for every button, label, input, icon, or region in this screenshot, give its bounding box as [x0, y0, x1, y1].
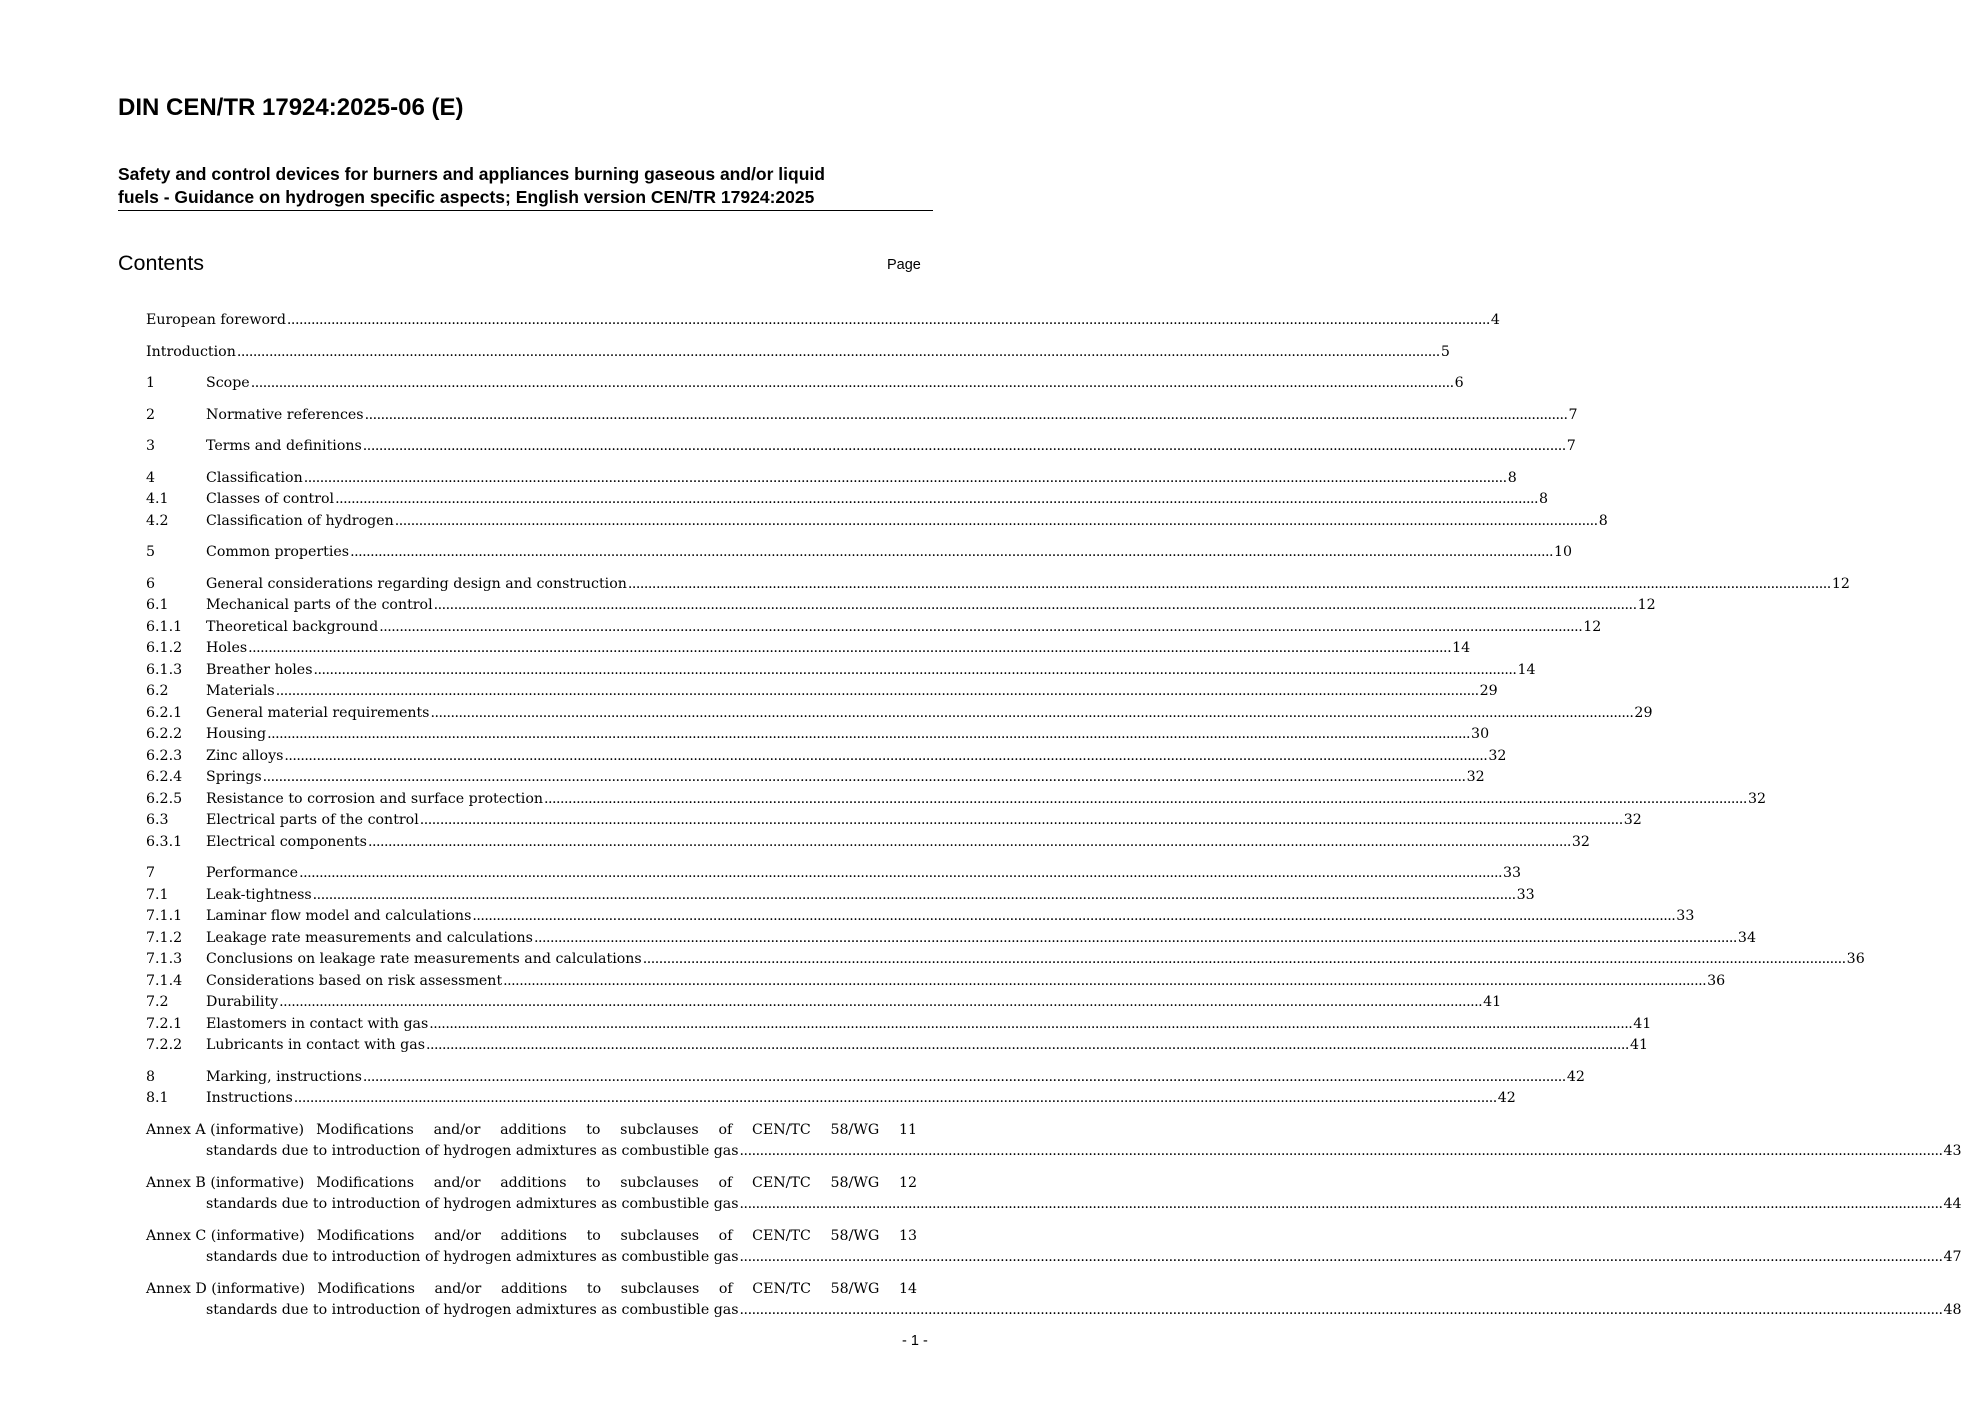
page-number: - 1 -: [902, 1333, 928, 1349]
toc-entry-title: Classification: [206, 469, 303, 486]
toc-leader-dots: ............................................................................................................................................................................................................................................................................................................: [293, 1090, 1497, 1106]
toc-entry[interactable]: [146, 885, 1535, 907]
annex-entries: [146, 1120, 1962, 1322]
toc-entry-number: 7.1.1: [146, 908, 183, 924]
annex-label: Annex C (informative): [146, 1227, 305, 1244]
annex-title-line-1: Modifications and/or additions to subclauses of CEN/TC 58/WG 13: [316, 1227, 917, 1244]
toc-entry-number: 7: [146, 865, 156, 881]
toc-entry[interactable]: [146, 595, 1656, 617]
toc-entry-number: 6.2.4: [146, 769, 183, 785]
toc-entry-number: 6.2.5: [146, 790, 183, 807]
toc-entry-title: Electrical parts of the control: [206, 812, 419, 828]
toc-entry-title: Marking, instructions: [206, 1068, 362, 1085]
toc-entry[interactable]: [146, 789, 1767, 811]
annex-title-line-1: Modifications and/or additions to subclauses of CEN/TC 58/WG 12: [316, 1174, 917, 1191]
annex-label: Annex B (informative): [146, 1174, 305, 1191]
annex-entry[interactable]: [146, 1279, 1962, 1322]
toc-leader-dots: ............................................................................................................................................................................................................................................................................................................: [350, 544, 1554, 560]
toc-entry-number: 6.3: [146, 812, 169, 828]
toc-entry-title: Mechanical parts of the control: [206, 597, 433, 613]
toc-entry-title: Zinc alloys: [206, 747, 284, 764]
document-title: DIN CEN/TR 17924:2025-06 (E): [118, 94, 464, 121]
toc-leader-dots: ............................................................................................................................................................................................................................................................................................................: [433, 597, 1637, 613]
toc-entry[interactable]: [146, 767, 1485, 789]
toc-entry[interactable]: [146, 638, 1471, 660]
toc-entry[interactable]: [146, 863, 1522, 885]
toc-entry-title: Classes of control: [206, 491, 335, 507]
toc-entry[interactable]: [146, 724, 1490, 746]
toc-entry-number: 4.2: [146, 512, 169, 529]
toc-leader-dots: ............................................................................................................................................................................................................................................................................................................: [362, 438, 1566, 454]
annex-title-line-1: Modifications and/or additions to subclauses of CEN/TC 58/WG 11: [316, 1121, 917, 1138]
toc-leader-dots: ............................................................................................................................................................................................................................................................................................................: [275, 683, 1479, 699]
toc-entry[interactable]: [146, 310, 1500, 332]
toc-entry-title: Leakage rate measurements and calculations: [206, 929, 533, 946]
toc-entry[interactable]: [146, 574, 1850, 596]
toc-leader-dots: ............................................................................................................................................................................................................................................................................................................: [250, 375, 1454, 391]
annex-entry[interactable]: [146, 1120, 1962, 1163]
toc-entry-page: 32: [1488, 747, 1507, 764]
toc-entry[interactable]: [146, 971, 1726, 993]
toc-entry-title: General considerations regarding design and construction: [206, 575, 627, 592]
toc-leader-dots: ............................................................................................................................................................................................................................................................................................................: [279, 994, 1483, 1010]
toc-entry-number: 7.2.1: [146, 1015, 183, 1032]
toc-entry-title: Normative references: [206, 406, 364, 423]
toc-leader-dots: ............................................................................................................................................................................................................................................................................................................: [472, 908, 1676, 924]
toc-entry-page: 7: [1566, 438, 1576, 454]
toc-entry[interactable]: [146, 992, 1502, 1014]
toc-entry-page: 36: [1707, 972, 1726, 989]
toc-leader-dots: ............................................................................................................................................................................................................................................................................................................: [262, 769, 1466, 785]
toc-entry-title: Breather holes: [206, 661, 313, 678]
toc-entry[interactable]: [146, 1067, 1585, 1089]
toc-entry-number: 4.1: [146, 491, 169, 507]
toc-entry-page: 8: [1598, 512, 1608, 529]
toc-entry[interactable]: [146, 511, 1608, 533]
toc-entry-page: 7: [1568, 406, 1578, 423]
toc-leader-dots: ............................................................................................................................................................................................................................................................................................................: [303, 469, 1507, 486]
annex-title-line-2: standards due to introduction of hydrogen admixtures as combustible gas: [206, 1143, 739, 1159]
toc-entry[interactable]: [146, 746, 1507, 768]
toc-entry[interactable]: [146, 703, 1653, 725]
toc-entry-page: 12: [1637, 597, 1656, 613]
toc-entry-number: 1: [146, 375, 156, 391]
toc-entry-number: 4: [146, 469, 156, 486]
toc-entry-number: 6.2: [146, 683, 169, 699]
toc-entry-number: 5: [146, 544, 156, 560]
toc-leader-dots: ............................................................................................................................................................................................................................................................................................................: [312, 886, 1516, 903]
toc-leader-dots: ............................................................................................................................................................................................................................................................................................................: [362, 1068, 1566, 1085]
toc-entry-number: 6.1.2: [146, 640, 183, 656]
toc-entry-page: 6: [1454, 375, 1464, 391]
toc-entry[interactable]: [146, 342, 1450, 364]
toc-leader-dots: ............................................................................................................................................................................................................................................................................................................: [248, 640, 1452, 656]
subtitle-line-1: Safety and control devices for burners and appliances burning gaseous and/or liquid: [118, 164, 825, 184]
toc-entry-page: 32: [1623, 812, 1642, 828]
toc-leader-dots: ............................................................................................................................................................................................................................................................................................................: [430, 704, 1634, 721]
toc-leader-dots: ............................................................................................................................................................................................................................................................................................................: [299, 865, 1503, 881]
toc-entry[interactable]: [146, 949, 1865, 971]
toc-leader-dots: ............................................................................................................................................................................................................................................................................................................: [533, 929, 1737, 946]
toc-entry-title: Instructions: [206, 1090, 293, 1106]
toc-leader-dots: ............................................................................................................................................................................................................................................................................................................: [286, 312, 1490, 328]
toc-entry-page: 8: [1507, 469, 1517, 486]
toc-entry-page: 33: [1516, 886, 1535, 903]
toc-entry-number: 7.1.4: [146, 972, 183, 989]
toc-entry[interactable]: [146, 1088, 1516, 1110]
toc-entry[interactable]: [146, 405, 1578, 427]
toc-entry-page: 34: [1737, 929, 1756, 946]
toc-entry-number: 7.1: [146, 886, 169, 903]
toc-entry[interactable]: [146, 928, 1756, 950]
toc-leader-dots: ............................................................................................................................................................................................................................................................................................................: [419, 812, 1623, 828]
toc-entry-page: 29: [1479, 683, 1498, 699]
toc-entry[interactable]: [146, 681, 1498, 703]
toc-entry[interactable]: [146, 660, 1536, 682]
toc-entry-page: 42: [1566, 1068, 1585, 1085]
toc-entry-number: 6.2.2: [146, 726, 183, 742]
toc-entry-page: 32: [1747, 790, 1767, 807]
table-of-contents: [146, 310, 1962, 1322]
toc-entry-number: 6.2.1: [146, 704, 183, 721]
toc-leader-dots: ............................................................................................................................................................................................................................................................................................................: [394, 512, 1598, 529]
annex-entry[interactable]: [146, 1226, 1962, 1269]
annex-page: 43: [1943, 1143, 1962, 1159]
toc-entry[interactable]: [146, 1014, 1652, 1036]
toc-entry-page: 33: [1503, 865, 1522, 881]
annex-label: Annex A (informative): [146, 1121, 305, 1138]
annex-page: 44: [1943, 1196, 1962, 1212]
annex-title-line-2: standards due to introduction of hydrogen admixtures as combustible gas: [206, 1302, 739, 1318]
toc-entry-page: 29: [1634, 704, 1653, 721]
toc-entry-title: Elastomers in contact with gas: [206, 1015, 429, 1032]
annex-page: 48: [1943, 1302, 1962, 1318]
toc-entry-title: Housing: [206, 726, 267, 742]
toc-entry-number: 7.1.2: [146, 929, 183, 946]
toc-entry-number: 8: [146, 1068, 156, 1085]
toc-entry-page: 41: [1629, 1037, 1648, 1053]
toc-entry[interactable]: [146, 489, 1549, 511]
annex-title-line-2: standards due to introduction of hydrogen admixtures as combustible gas: [206, 1196, 739, 1212]
toc-entry-title: Springs: [206, 769, 262, 785]
toc-leader-dots: ............................................................................................................................................................................................................................................................................................................: [429, 1015, 1633, 1032]
annex-entry[interactable]: [146, 1173, 1962, 1216]
toc-entry-title: Performance: [206, 865, 299, 881]
toc-entry[interactable]: [146, 436, 1576, 458]
toc-leader-dots: ............................................................................................................................................................................................................................................................................................................: [313, 661, 1517, 678]
toc-leader-dots: ............................................................................................................................................................................................................................................................................................................: [367, 833, 1571, 850]
toc-entry-number: 6.1: [146, 597, 169, 613]
toc-entry-title: Conclusions on leakage rate measurements and calculations: [206, 951, 642, 967]
toc-leader-dots: ............................................................................................................................................................................................................................................................................................................: [335, 491, 1539, 507]
toc-leader-dots: ............................................................................................................................................................................................................................................................................................................: [284, 747, 1488, 764]
toc-entry-title: Introduction: [146, 343, 236, 360]
toc-entry-title: Resistance to corrosion and surface protection: [206, 790, 543, 807]
toc-entry-page: 30: [1471, 726, 1490, 742]
toc-entry-number: 7.1.3: [146, 951, 183, 967]
toc-entry-page: 14: [1452, 640, 1471, 656]
toc-entry-number: 6: [146, 575, 156, 592]
toc-entry-page: 8: [1539, 491, 1549, 507]
toc-entry-number: 3: [146, 438, 156, 454]
toc-entry-page: 12: [1583, 618, 1602, 635]
annex-title-line-1: Modifications and/or additions to subclauses of CEN/TC 58/WG 14: [317, 1280, 917, 1297]
toc-leader-dots: ............................................................................................................................................................................................................................................................................................................: [364, 406, 1568, 423]
toc-entry-title: Leak-tightness: [206, 886, 312, 903]
toc-entry[interactable]: [146, 832, 1590, 854]
toc-entry-title: Laminar flow model and calculations: [206, 908, 472, 924]
toc-entry-page: 5: [1440, 343, 1450, 360]
toc-leader-dots: ............................................................................................................................................................................................................................................................................................................: [544, 790, 1747, 807]
toc-entry-number: 7.2: [146, 994, 169, 1010]
toc-entry-page: 32: [1571, 833, 1590, 850]
toc-entry-title: Scope: [206, 375, 250, 391]
page-column-heading: Page: [887, 257, 921, 273]
annex-page: 47: [1943, 1249, 1962, 1265]
toc-entry[interactable]: [146, 810, 1642, 832]
toc-leader-dots: ............................................................................................................................................................................................................................................................................................................: [425, 1037, 1629, 1053]
toc-leader-dots: ............................................................................................................................................................................................................................................................................................................: [236, 343, 1440, 360]
annex-title-line-2: standards due to introduction of hydrogen admixtures as combustible gas: [206, 1249, 739, 1265]
toc-entry-page: 41: [1633, 1015, 1652, 1032]
toc-entry-number: 6.1.3: [146, 661, 183, 678]
toc-entry-title: Materials: [206, 683, 275, 699]
toc-entry-number: 7.2.2: [146, 1037, 183, 1053]
toc-entry-number: 8.1: [146, 1090, 169, 1106]
toc-entry-title: Considerations based on risk assessment: [206, 972, 503, 989]
toc-leader-dots: ............................................................................................................................................................................................................................................................................................................: [627, 575, 1831, 592]
toc-leader-dots: ............................................................................................................................................................................................................................................................................................................: [379, 618, 1583, 635]
toc-entry[interactable]: [146, 373, 1464, 395]
toc-entry-title: European foreword: [146, 312, 286, 328]
toc-leader-dots: ............................................................................................................................................................................................................................................................................................................: [642, 951, 1846, 967]
toc-entry-page: 41: [1483, 994, 1502, 1010]
toc-entry[interactable]: [146, 542, 1573, 564]
toc-entry[interactable]: [146, 468, 1517, 490]
toc-entry-page: 42: [1497, 1090, 1516, 1106]
toc-entry-page: 10: [1554, 544, 1573, 560]
toc-entry[interactable]: [146, 617, 1602, 639]
toc-leader-dots: ............................................................................................................................................................................................................................................................................................................: [503, 972, 1707, 989]
toc-leader-dots: ............................................................................................................................................................................................................................................................................................................: [739, 1249, 1943, 1265]
toc-leader-dots: ............................................................................................................................................................................................................................................................................................................: [267, 726, 1471, 742]
toc-entry-number: 6.1.1: [146, 618, 183, 635]
toc-leader-dots: ............................................................................................................................................................................................................................................................................................................: [739, 1302, 1943, 1318]
toc-entry-number: 2: [146, 406, 156, 423]
toc-entry[interactable]: [146, 906, 1695, 928]
toc-leader-dots: ............................................................................................................................................................................................................................................................................................................: [739, 1143, 1943, 1159]
toc-leader-dots: ............................................................................................................................................................................................................................................................................................................: [739, 1196, 1943, 1212]
contents-heading: Contents: [118, 251, 205, 275]
toc-entry-title: Electrical components: [206, 833, 367, 850]
toc-entry-page: 4: [1490, 312, 1500, 328]
annex-label: Annex D (informative): [146, 1280, 306, 1297]
toc-entry-page: 32: [1466, 769, 1485, 785]
toc-entry-title: Common properties: [206, 544, 350, 560]
subtitle-line-2: fuels - Guidance on hydrogen specific aspects; English version CEN/TR 17924:2025: [118, 187, 815, 207]
toc-entry-title: Durability: [206, 994, 279, 1010]
toc-entry-page: 14: [1517, 661, 1536, 678]
toc-entry[interactable]: [146, 1035, 1648, 1057]
toc-entry-title: General material requirements: [206, 704, 430, 721]
toc-entry-title: Classification of hydrogen: [206, 512, 394, 529]
toc-entry-number: 6.2.3: [146, 747, 183, 764]
toc-entries: [146, 310, 1865, 1110]
toc-entry-title: Theoretical background: [206, 618, 379, 635]
toc-entry-title: Holes: [206, 640, 248, 656]
toc-entry-title: Terms and definitions: [206, 438, 362, 454]
document-subtitle: [118, 163, 933, 211]
toc-entry-page: 12: [1831, 575, 1850, 592]
toc-entry-title: Lubricants in contact with gas: [206, 1037, 425, 1053]
toc-entry-number: 6.3.1: [146, 833, 183, 850]
toc-entry-page: 36: [1846, 951, 1865, 967]
toc-entry-page: 33: [1676, 908, 1695, 924]
